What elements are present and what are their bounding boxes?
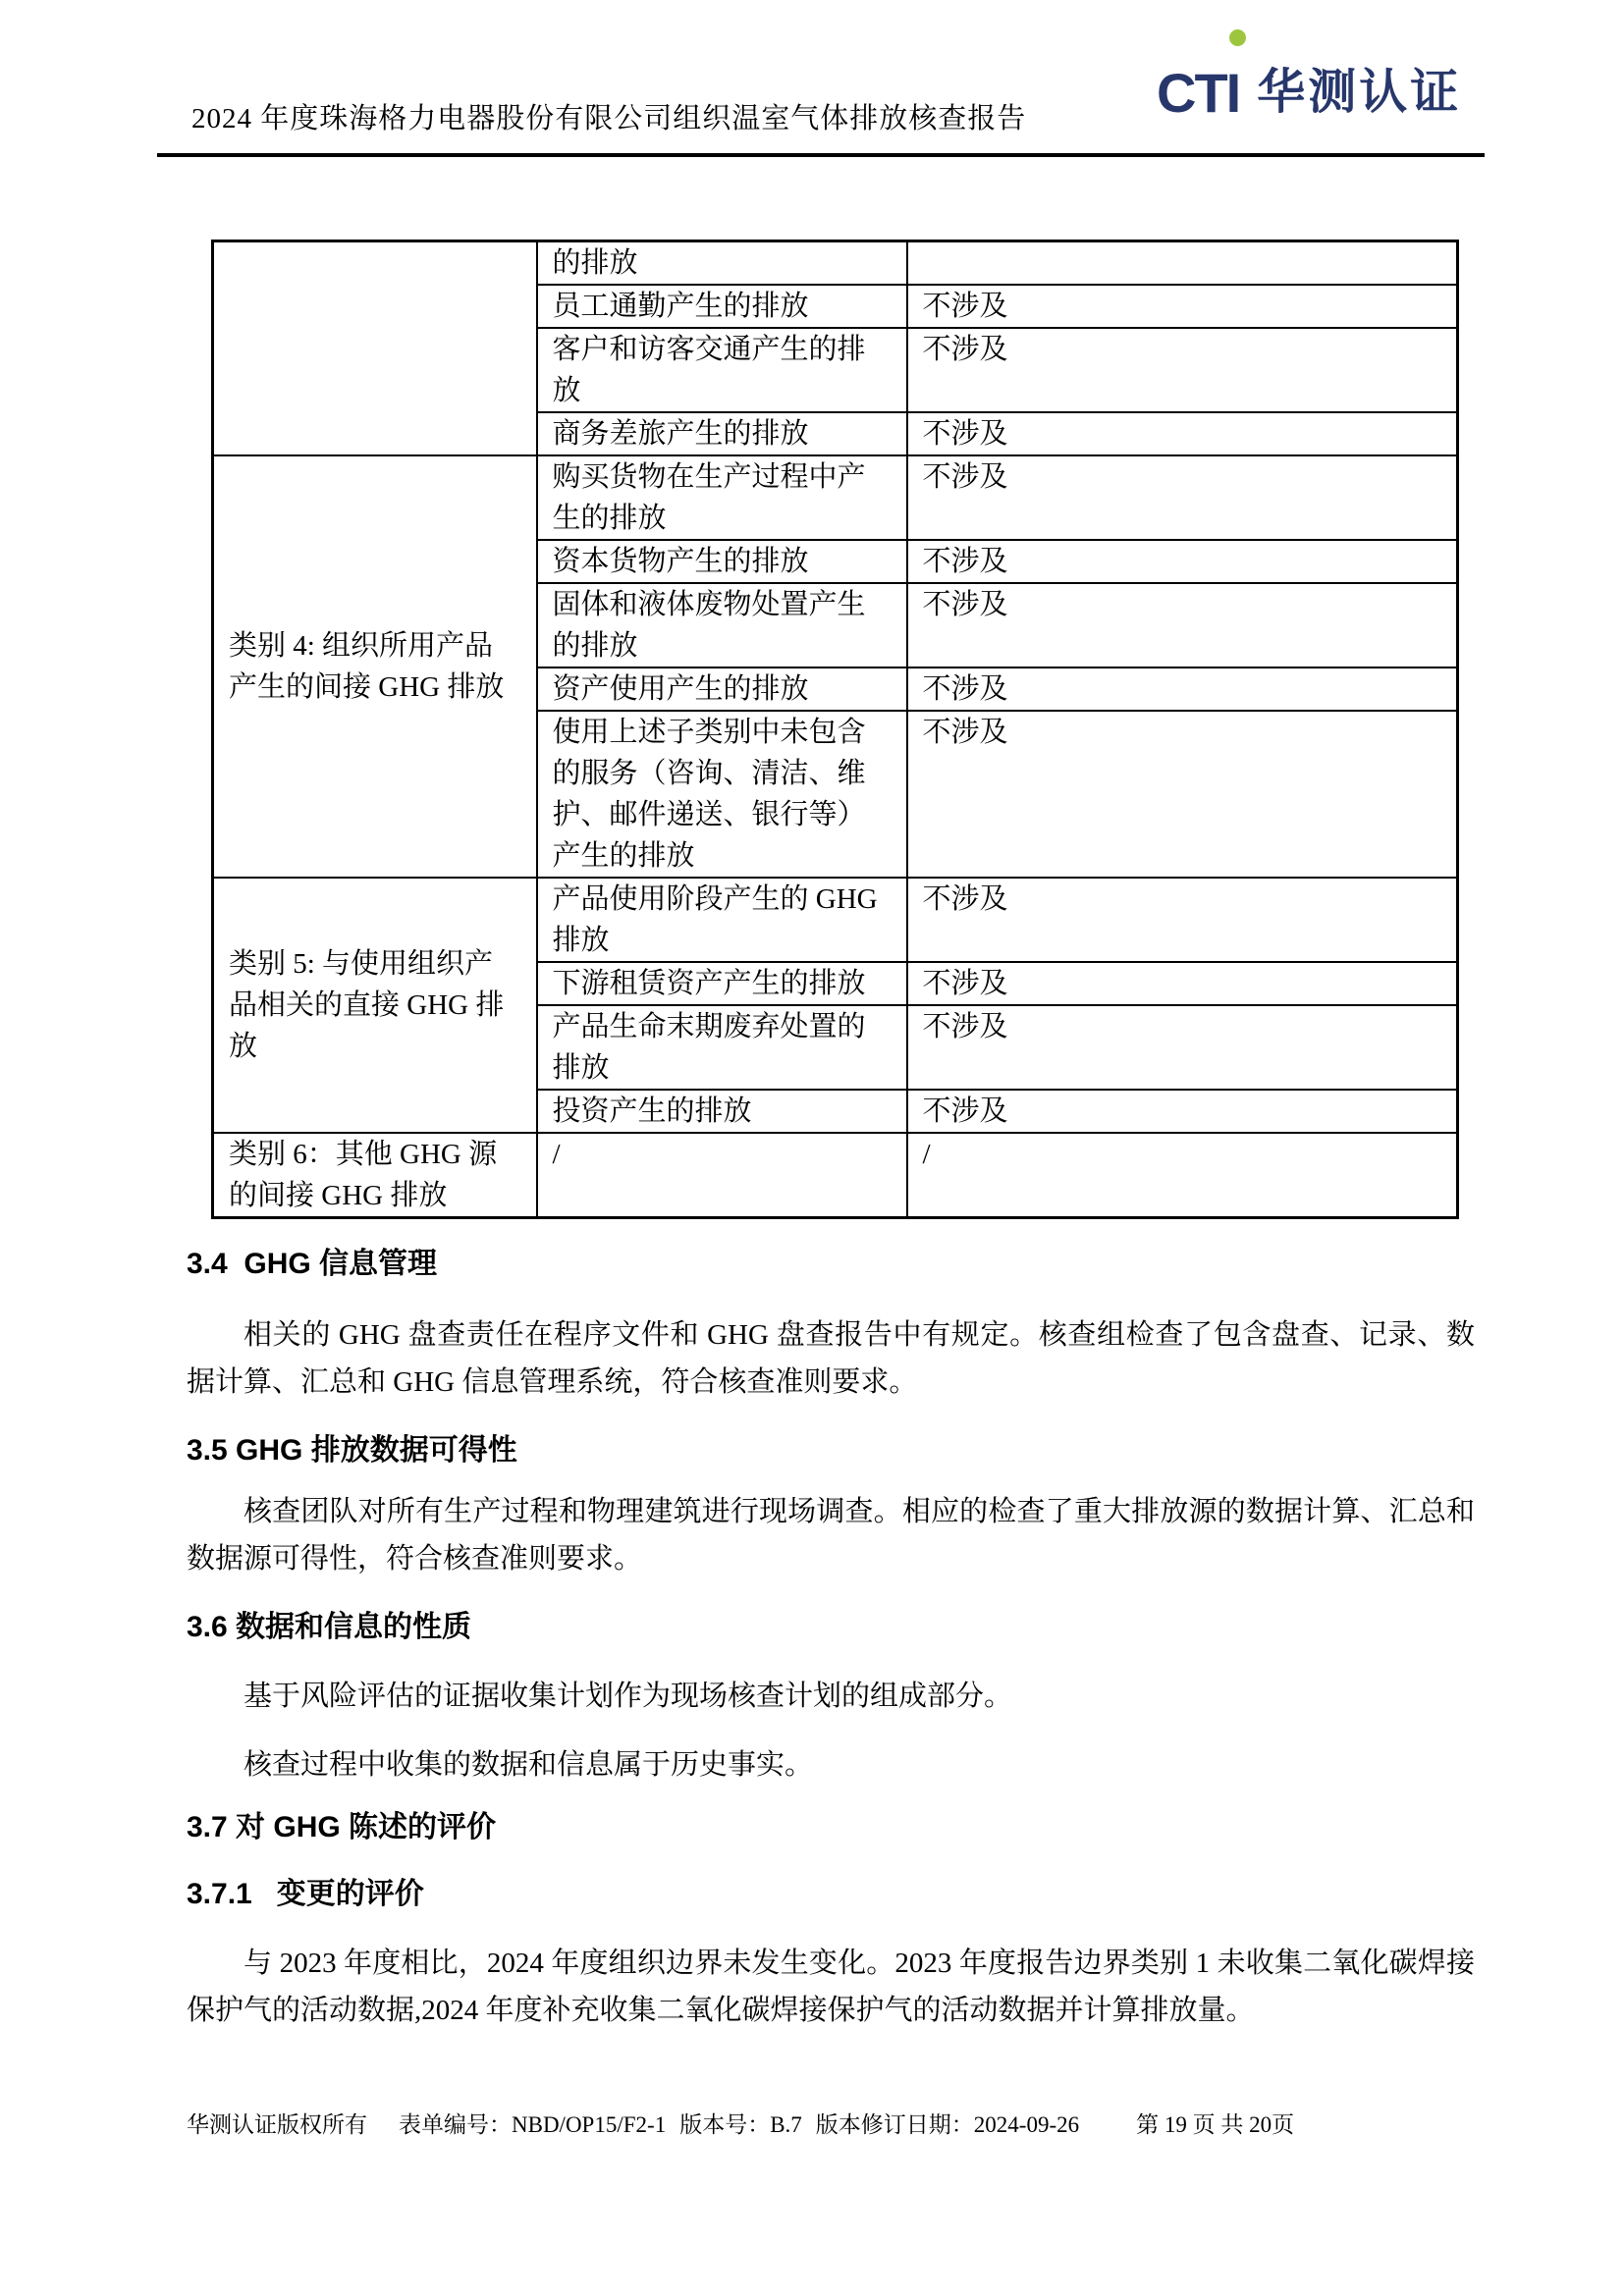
source-cell: / (537, 1133, 907, 1218)
status-cell: 不涉及 (907, 962, 1458, 1005)
status-cell: 不涉及 (907, 455, 1458, 540)
logo-dot-icon (1229, 29, 1246, 46)
cti-logo-chinese: 华测认证 (1257, 66, 1462, 119)
status-cell: / (907, 1133, 1458, 1218)
source-cell: 产品生命末期废弃处置的排放 (537, 1005, 907, 1090)
source-cell: 购买货物在生产过程中产生的排放 (537, 455, 907, 540)
source-cell: 员工通勤产生的排放 (537, 285, 907, 328)
footer-form-number: 表单编号：NBD/OP15/F2-1 (399, 2112, 667, 2137)
section-paragraph-3-6-1: 基于风险评估的证据收集计划作为现场核查计划的组成部分。 (244, 1681, 1013, 1712)
source-cell: 资产使用产生的排放 (537, 667, 907, 711)
status-cell (907, 241, 1458, 286)
status-cell: 不涉及 (907, 328, 1458, 412)
footer-version: 版本号：B.7 (679, 2112, 802, 2137)
status-cell: 不涉及 (907, 412, 1458, 455)
table-row (213, 241, 1458, 286)
section-heading-3-7-1: 3.7.1 变更的评价 (187, 1878, 424, 1910)
source-cell: 产品使用阶段产生的 GHG 排放 (537, 878, 907, 962)
footer-copyright: 华测认证版权所有 (187, 2112, 367, 2137)
section-paragraph-3-5: 核查团队对所有生产过程和物理建筑进行现场调查。相应的检查了重大排放源的数据计算、汇总和数据源可得性，符合核查准则要求。 (187, 1496, 1475, 1575)
category-cell (213, 241, 537, 456)
ghg-category-table (211, 240, 1459, 1219)
page-title: 2024 年度珠海格力电器股份有限公司组织温室气体排放核查报告 (191, 103, 1027, 134)
category-cell: 类别 4: 组织所用产品产生的间接 GHG 排放 (213, 455, 537, 878)
source-cell: 使用上述子类别中未包含的服务（咨询、清洁、维护、邮件递送、银行等）产生的排放 (537, 711, 907, 878)
table-row (213, 1133, 1458, 1218)
status-cell: 不涉及 (907, 1090, 1458, 1133)
section-heading-3-6: 3.6 数据和信息的性质 (187, 1611, 472, 1643)
section-paragraph-3-7-1: 与 2023 年度相比，2024 年度组织边界未发生变化。2023 年度报告边界类别 1 未收集二氧化碳焊接保护气的活动数据,2024 年度补充收集二氧化碳焊接保护气的活动数据并计算排放量。 (187, 1948, 1475, 2026)
status-cell: 不涉及 (907, 667, 1458, 711)
page-header (157, 0, 1485, 157)
cti-logo (1157, 54, 1461, 125)
table-row (213, 455, 1458, 540)
source-cell: 商务差旅产生的排放 (537, 412, 907, 455)
section-paragraph-3-6-2: 核查过程中收集的数据和信息属于历史事实。 (244, 1749, 814, 1781)
category-cell: 类别 6：其他 GHG 源的间接 GHG 排放 (213, 1133, 537, 1218)
source-cell: 固体和液体废物处置产生的排放 (537, 583, 907, 667)
status-cell: 不涉及 (907, 583, 1458, 667)
status-cell: 不涉及 (907, 285, 1458, 328)
source-cell: 客户和访客交通产生的排放 (537, 328, 907, 412)
source-cell: 投资产生的排放 (537, 1090, 907, 1133)
cti-logo-text: CTI (1157, 62, 1240, 124)
source-cell: 资本货物产生的排放 (537, 540, 907, 583)
section-heading-3-7: 3.7 对 GHG 陈述的评价 (187, 1811, 497, 1843)
source-cell: 的排放 (537, 241, 907, 286)
status-cell: 不涉及 (907, 878, 1458, 962)
status-cell: 不涉及 (907, 540, 1458, 583)
footer-revision-date: 版本修订日期：2024-09-26 (815, 2112, 1080, 2137)
table-row (213, 878, 1458, 962)
category-cell: 类别 5: 与使用组织产品相关的直接 GHG 排放 (213, 878, 537, 1133)
section-heading-3-4: 3.4 GHG 信息管理 (187, 1248, 438, 1280)
section-paragraph-3-4: 相关的 GHG 盘查责任在程序文件和 GHG 盘查报告中有规定。核查组检查了包含盘查、记录、数据计算、汇总和 GHG 信息管理系统，符合核查准则要求。 (187, 1319, 1475, 1398)
section-heading-3-5: 3.5 GHG 排放数据可得性 (187, 1434, 517, 1467)
status-cell: 不涉及 (907, 711, 1458, 878)
footer-page-number: 第 19 页 共 20页 (1136, 2112, 1295, 2137)
report-body (187, 1245, 1475, 2034)
status-cell: 不涉及 (907, 1005, 1458, 1090)
source-cell: 下游租赁资产产生的排放 (537, 962, 907, 1005)
page-footer (187, 2110, 1453, 2140)
